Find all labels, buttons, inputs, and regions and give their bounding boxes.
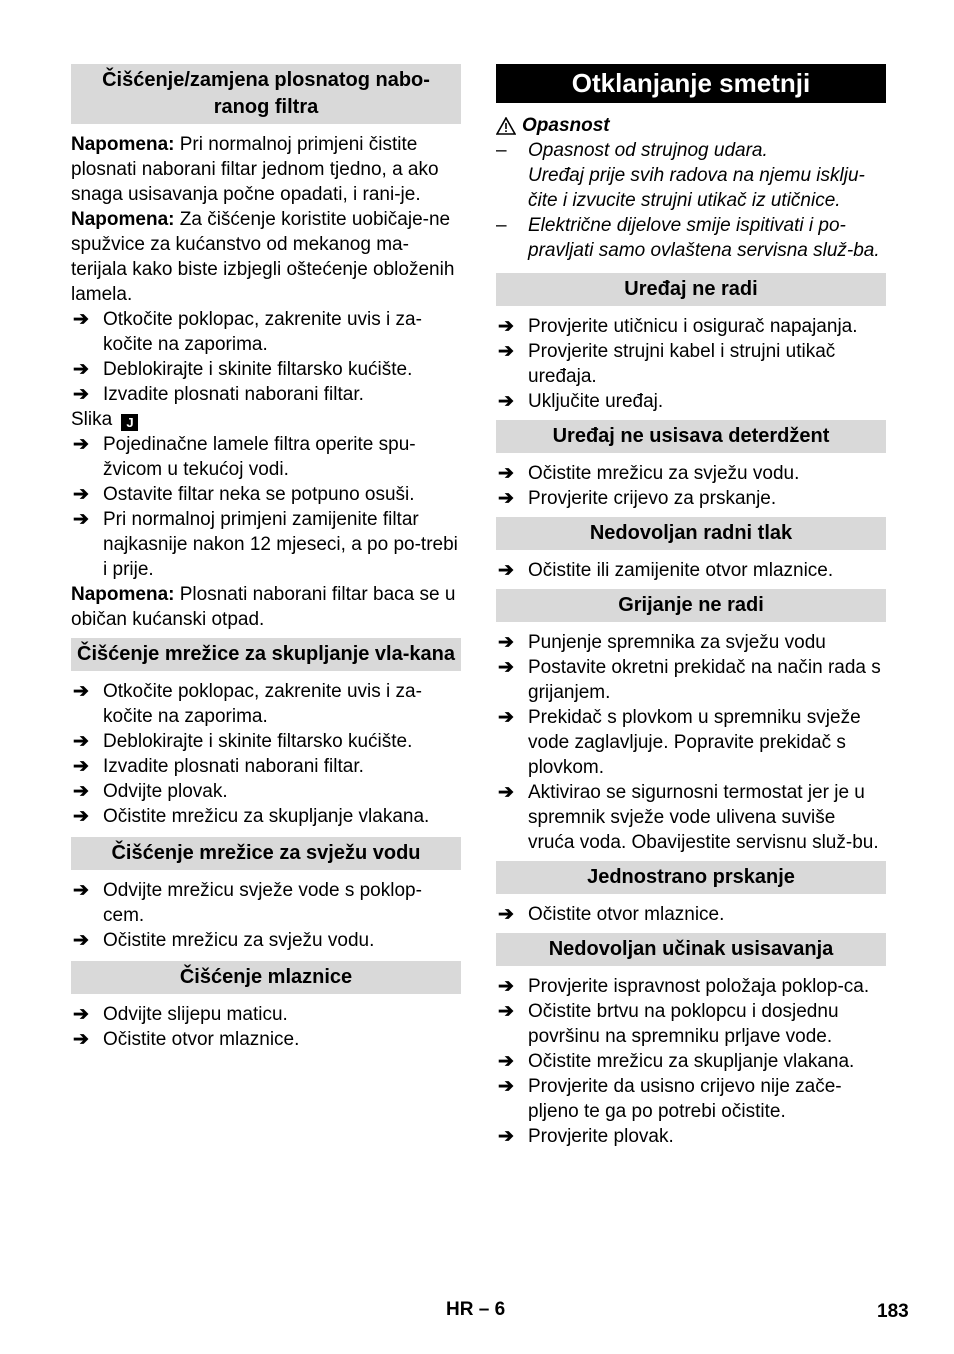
step-text: Provjerite utičnicu i osigurač napajanja. <box>528 316 858 337</box>
step-list <box>496 902 886 927</box>
list-item <box>71 307 461 357</box>
arrow-icon: ➔ <box>73 681 89 702</box>
note-text: Plosnati naborani filtar baca se u običan kućanski otpad. <box>71 584 456 630</box>
step-list <box>496 558 886 583</box>
note-label: Napomena: <box>71 209 175 230</box>
figure-label: Slika <box>71 409 113 430</box>
list-item <box>496 461 886 486</box>
list-item <box>71 729 461 754</box>
list-item <box>71 357 461 382</box>
note-3 <box>71 582 461 632</box>
step-text: Provjerite strujni kabel i strujni utikač uređaja. <box>528 341 836 387</box>
danger-text: Uređaj prije svih radova na njemu isklju-čite i izvucite strujni utikač iz utičnice. <box>528 165 865 211</box>
list-item <box>71 382 461 407</box>
list-item <box>496 902 886 927</box>
step-text: Očistite brtvu na poklopcu i dosjednu površinu na spremniku prljave vode. <box>528 1001 839 1047</box>
step-text: Provjerite crijevo za prskanje. <box>528 488 777 509</box>
section-heading: Uređaj ne usisava deterdžent <box>496 420 886 453</box>
step-text: Punjenje spremnika za svježu vodu <box>528 632 826 653</box>
danger-item: – Električne dijelove smije ispitivati i po-pravljati samo ovlaštena servisna služ-ba. <box>496 215 880 261</box>
step-list <box>496 630 886 855</box>
figure-reference <box>71 407 461 432</box>
arrow-icon: ➔ <box>73 1004 89 1025</box>
list-item <box>71 804 461 829</box>
step-text: Postavite okretni prekidač na način rada s grijanjem. <box>528 657 881 703</box>
note-text: Za čišćenje koristite uobičaje-ne spužvice za kućanstvo od mekanog ma-terijala kako biste izbjegli oštećenje obloženih lamela. <box>71 209 455 305</box>
arrow-icon: ➔ <box>498 463 514 484</box>
list-item <box>496 1049 886 1074</box>
step-list <box>71 878 461 953</box>
section-heading: Uređaj ne radi <box>496 273 886 306</box>
step-text: Otkočite poklopac, zakrenite uvis i za-kočite na zaporima. <box>103 309 422 355</box>
step-text: Odvijte plovak. <box>103 781 228 802</box>
arrow-icon: ➔ <box>498 1001 514 1022</box>
list-item <box>496 780 886 855</box>
step-text: Očistite otvor mlaznice. <box>528 904 725 925</box>
step-text: Pri normalnoj primjeni zamijenite filtar najkasnije nakon 12 mjeseci, a po po-trebi i prije. <box>103 509 458 580</box>
arrow-icon: ➔ <box>498 391 514 412</box>
note-text: Pri normalnoj primjeni čistite plosnati naborani filtar jednom tjedno, a ako snaga usisavanja počne opadati, i rani-je. <box>71 134 439 205</box>
step-list <box>496 314 886 414</box>
list-item <box>496 558 886 583</box>
danger-heading <box>496 113 886 138</box>
arrow-icon: ➔ <box>73 880 89 901</box>
step-text: Prekidač s plovkom u spremniku svježe vode zaglavljuje. Popravite prekidač s plovkom. <box>528 707 861 778</box>
note-2 <box>71 207 461 307</box>
note-1 <box>71 132 461 207</box>
list-item <box>71 1002 461 1027</box>
section-heading: Nedovoljan učinak usisavanja <box>496 933 886 966</box>
left-column <box>71 64 461 1052</box>
list-item <box>496 314 886 339</box>
arrow-icon: ➔ <box>73 434 89 455</box>
step-text: Otkočite poklopac, zakrenite uvis i za-kočite na zaporima. <box>103 681 422 727</box>
section-heading-flat-filter: Čišćenje/zamjena plosnatog nabo-ranog filtra <box>71 64 461 124</box>
step-list <box>496 974 886 1149</box>
step-text: Odvijte slijepu maticu. <box>103 1004 288 1025</box>
danger-text: Opasnost od strujnog udara. <box>528 140 768 161</box>
footer-page-number: 183 <box>877 1301 909 1322</box>
arrow-icon: ➔ <box>73 509 89 530</box>
list-item <box>496 630 886 655</box>
arrow-icon: ➔ <box>73 756 89 777</box>
step-text: Odvijte mrežicu svježe vode s poklop-cem. <box>103 880 422 926</box>
list-item <box>71 878 461 928</box>
chapter-title: Otklanjanje smetnji <box>496 64 886 103</box>
danger-text: Električne dijelove smije ispitivati i po-pravljati samo ovlaštena servisna služ-ba. <box>528 215 880 261</box>
arrow-icon: ➔ <box>498 560 514 581</box>
arrow-icon: ➔ <box>73 309 89 330</box>
list-item <box>71 432 461 482</box>
list-item <box>71 507 461 582</box>
list-item <box>496 974 886 999</box>
step-text: Očistite ili zamijenite otvor mlaznice. <box>528 560 834 581</box>
arrow-icon: ➔ <box>73 359 89 380</box>
step-text: Provjerite da usisno crijevo nije zače-pljeno te ga po potrebi očistite. <box>528 1076 842 1122</box>
arrow-icon: ➔ <box>498 904 514 925</box>
arrow-icon: ➔ <box>498 488 514 509</box>
arrow-icon: ➔ <box>498 782 514 803</box>
list-item <box>496 1074 886 1124</box>
arrow-icon: ➔ <box>498 1126 514 1147</box>
step-list <box>71 1002 461 1052</box>
note-label: Napomena: <box>71 584 175 605</box>
list-item <box>496 486 886 511</box>
list-item <box>71 679 461 729</box>
arrow-icon: ➔ <box>498 1076 514 1097</box>
arrow-icon: ➔ <box>73 806 89 827</box>
arrow-icon: ➔ <box>73 484 89 505</box>
right-column <box>496 64 886 1149</box>
arrow-icon: ➔ <box>498 707 514 728</box>
step-text: Očistite mrežicu za svježu vodu. <box>528 463 800 484</box>
step-text: Provjerite ispravnost položaja poklop-ca. <box>528 976 870 997</box>
step-text: Izvadite plosnati naborani filtar. <box>103 756 364 777</box>
warning-triangle-icon <box>496 117 516 135</box>
arrow-icon: ➔ <box>73 781 89 802</box>
step-text: Ostavite filtar neka se potpuno osuši. <box>103 484 415 505</box>
footer-section-label: HR – 6 <box>446 1299 506 1320</box>
step-text: Izvadite plosnati naborani filtar. <box>103 384 364 405</box>
section-heading-nozzle: Čišćenje mlaznice <box>71 961 461 994</box>
step-text: Pojedinačne lamele filtra operite spu-žvicom u tekućoj vodi. <box>103 434 416 480</box>
arrow-icon: ➔ <box>73 930 89 951</box>
step-list <box>71 432 461 582</box>
list-item <box>496 705 886 780</box>
arrow-icon: ➔ <box>498 632 514 653</box>
arrow-icon: ➔ <box>498 657 514 678</box>
step-list <box>71 307 461 407</box>
step-text: Provjerite plovak. <box>528 1126 674 1147</box>
list-item <box>71 754 461 779</box>
section-heading-fresh-water-mesh: Čišćenje mrežice za svježu vodu <box>71 837 461 870</box>
list-item <box>496 999 886 1049</box>
list-item <box>496 1124 886 1149</box>
step-text: Deblokirajte i skinite filtarsko kućište. <box>103 731 413 752</box>
figure-ref-box: J <box>121 414 138 431</box>
troubleshooting-sections <box>496 263 886 1149</box>
step-text: Uključite uređaj. <box>528 391 664 412</box>
list-item <box>496 389 886 414</box>
section-heading: Grijanje ne radi <box>496 589 886 622</box>
list-item <box>71 928 461 953</box>
note-label: Napomena: <box>71 134 175 155</box>
list-item <box>71 1027 461 1052</box>
step-text: Očistite mrežicu za svježu vodu. <box>103 930 375 951</box>
danger-label: Opasnost <box>522 115 610 136</box>
arrow-icon: ➔ <box>498 976 514 997</box>
list-item <box>496 339 886 389</box>
danger-item: – Opasnost od strujnog udara. Uređaj prije svih radova na njemu isklju-čite i izvucite strujni utikač iz utičnice. <box>496 140 865 211</box>
arrow-icon: ➔ <box>73 731 89 752</box>
arrow-icon: ➔ <box>73 1029 89 1050</box>
step-list <box>71 679 461 829</box>
list-item <box>496 655 886 705</box>
list-item <box>71 779 461 804</box>
section-heading: Nedovoljan radni tlak <box>496 517 886 550</box>
step-text: Očistite mrežicu za skupljanje vlakana. <box>103 806 430 827</box>
arrow-icon: ➔ <box>498 316 514 337</box>
step-text: Očistite otvor mlaznice. <box>103 1029 300 1050</box>
step-text: Očistite mrežicu za skupljanje vlakana. <box>528 1051 855 1072</box>
step-list <box>496 461 886 511</box>
arrow-icon: ➔ <box>498 341 514 362</box>
arrow-icon: ➔ <box>498 1051 514 1072</box>
step-text: Aktivirao se sigurnosni termostat jer je u spremnik svježe vode ulivena suviše vruća voda. Obavijestite servisnu služ-bu. <box>528 782 879 853</box>
section-heading: Jednostrano prskanje <box>496 861 886 894</box>
step-text: Deblokirajte i skinite filtarsko kućište. <box>103 359 413 380</box>
arrow-icon: ➔ <box>73 384 89 405</box>
section-heading-fiber-mesh: Čišćenje mrežice za skupljanje vla-kana <box>71 638 461 671</box>
list-item <box>71 482 461 507</box>
